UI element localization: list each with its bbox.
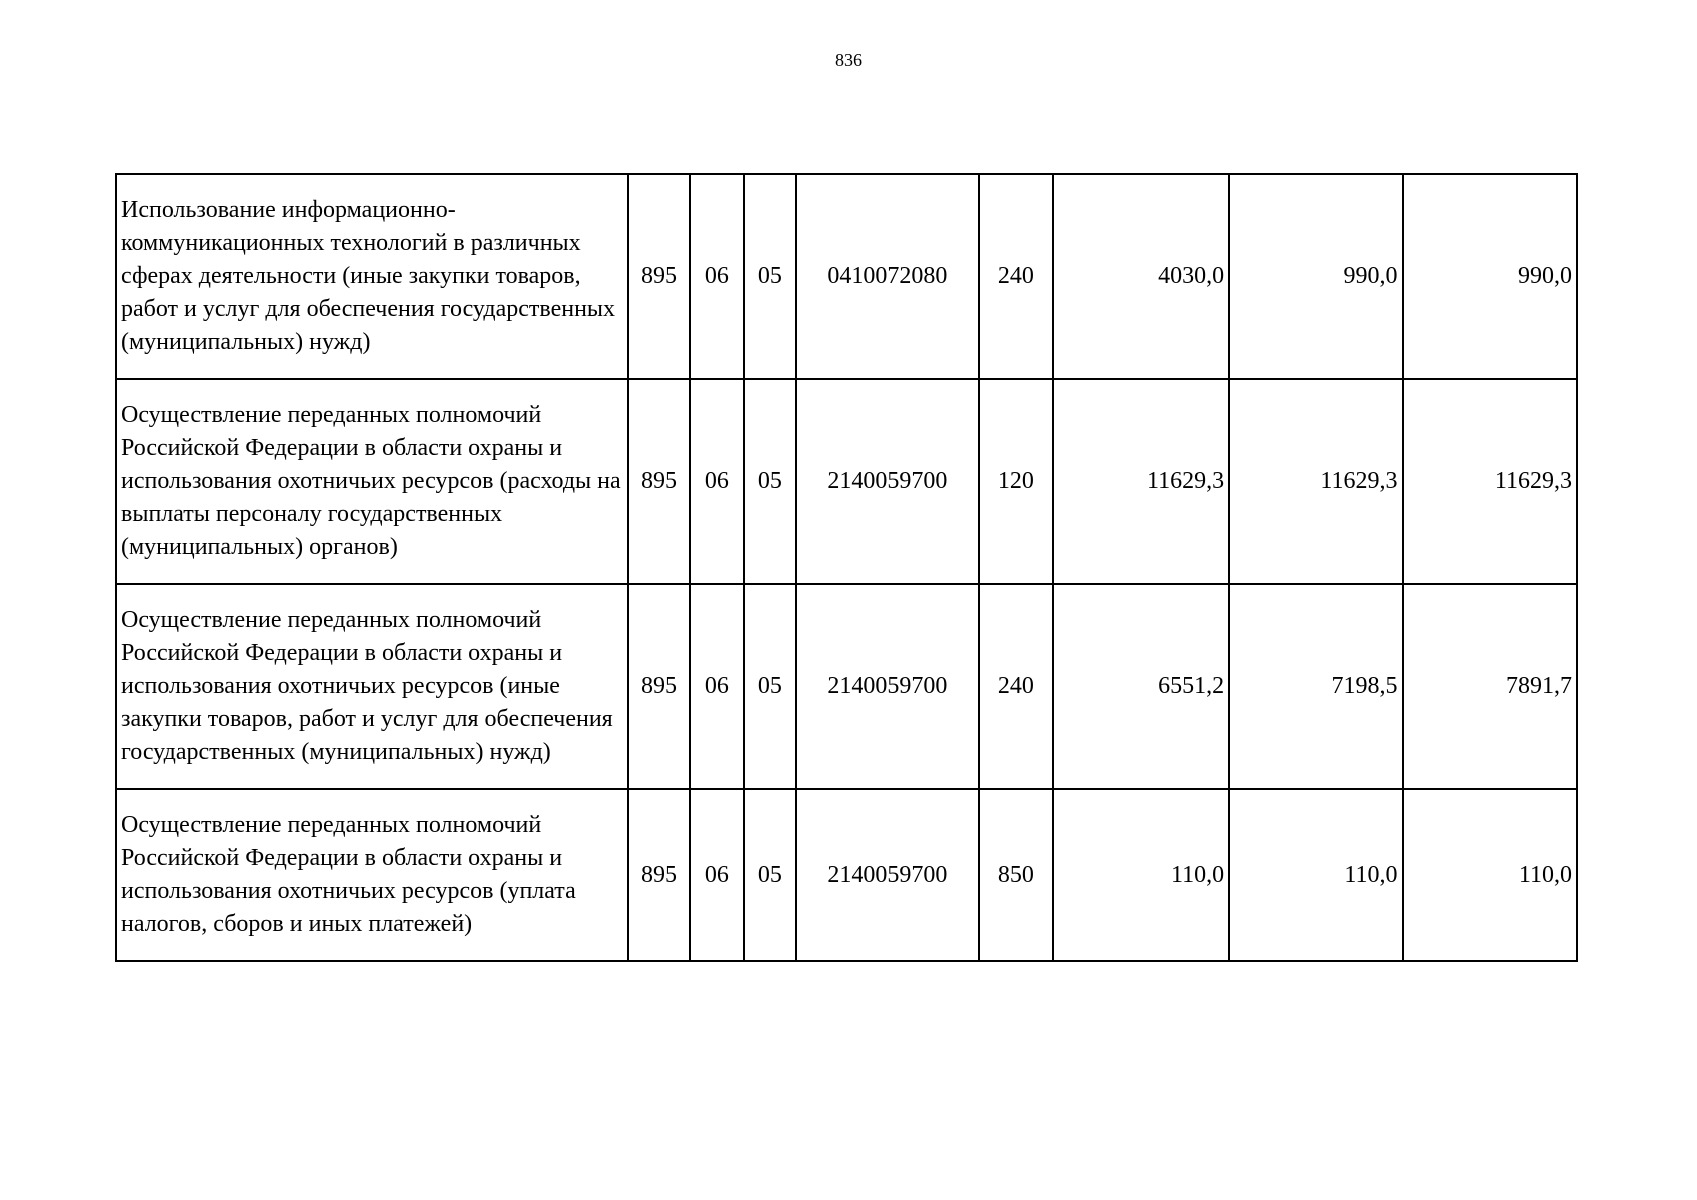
cell-expense-type: 240: [979, 174, 1053, 379]
cell-expense-type: 240: [979, 584, 1053, 789]
page-number: 836: [835, 50, 862, 70]
cell-amount-2: 11629,3: [1229, 379, 1402, 584]
cell-amount-2: 990,0: [1229, 174, 1402, 379]
cell-section: 06: [690, 379, 744, 584]
cell-section: 06: [690, 174, 744, 379]
table-row: [116, 379, 1577, 584]
cell-amount-3: 990,0: [1403, 174, 1577, 379]
budget-table: [115, 173, 1578, 962]
cell-amount-1: 4030,0: [1053, 174, 1229, 379]
cell-name: Осуществление переданных полномочий Российской Федерации в области охраны и использования охотничьих ресурсов (уплата налогов, сборов и иных платежей): [116, 789, 628, 961]
cell-expense-type: 120: [979, 379, 1053, 584]
cell-subsection: 05: [744, 789, 795, 961]
cell-target-article: 2140059700: [796, 584, 980, 789]
cell-name: Осуществление переданных полномочий Российской Федерации в области охраны и использования охотничьих ресурсов (иные закупки товаров, работ и услуг для обеспечения государственных (муниципальных) нужд): [116, 584, 628, 789]
cell-target-article: 2140059700: [796, 379, 980, 584]
table-row: [116, 789, 1577, 961]
cell-section: 06: [690, 789, 744, 961]
cell-amount-1: 6551,2: [1053, 584, 1229, 789]
table-row: [116, 584, 1577, 789]
cell-amount-1: 11629,3: [1053, 379, 1229, 584]
cell-ministry: 895: [628, 174, 690, 379]
cell-ministry: 895: [628, 789, 690, 961]
cell-expense-type: 850: [979, 789, 1053, 961]
cell-amount-2: 7198,5: [1229, 584, 1402, 789]
cell-amount-2: 110,0: [1229, 789, 1402, 961]
cell-amount-3: 11629,3: [1403, 379, 1577, 584]
cell-name: Осуществление переданных полномочий Российской Федерации в области охраны и использования охотничьих ресурсов (расходы на выплаты персоналу государственных (муниципальных) органов): [116, 379, 628, 584]
cell-section: 06: [690, 584, 744, 789]
cell-subsection: 05: [744, 174, 795, 379]
cell-amount-3: 7891,7: [1403, 584, 1577, 789]
cell-subsection: 05: [744, 379, 795, 584]
cell-amount-3: 110,0: [1403, 789, 1577, 961]
table-row: [116, 174, 1577, 379]
cell-amount-1: 110,0: [1053, 789, 1229, 961]
cell-ministry: 895: [628, 584, 690, 789]
cell-target-article: 2140059700: [796, 789, 980, 961]
cell-ministry: 895: [628, 379, 690, 584]
cell-subsection: 05: [744, 584, 795, 789]
cell-target-article: 0410072080: [796, 174, 980, 379]
cell-name: Использование информационно-коммуникационных технологий в различных сферах деятельности (иные закупки товаров, работ и услуг для обеспечения государственных (муниципальных) нужд): [116, 174, 628, 379]
